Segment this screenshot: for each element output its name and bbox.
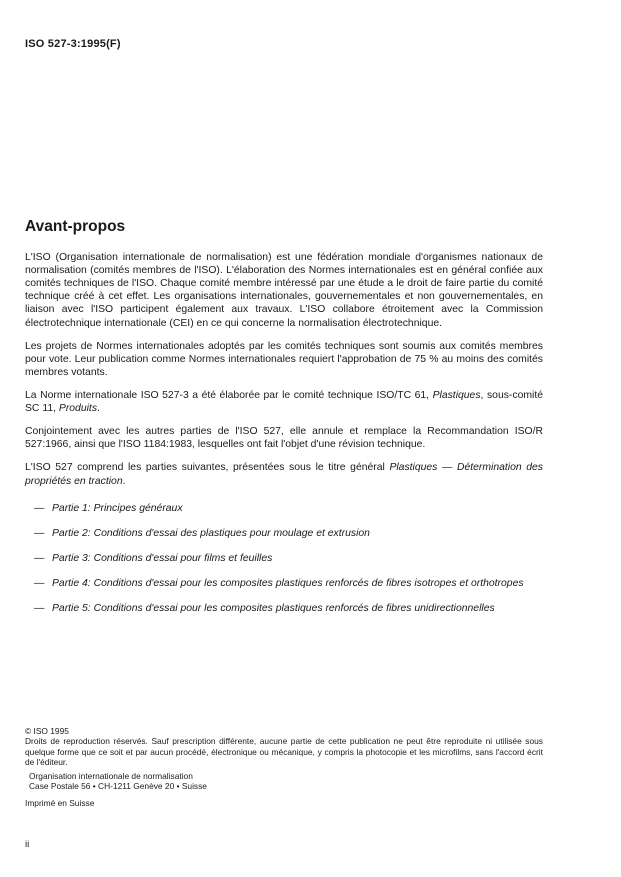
document-code: ISO 527-3:1995(F)	[25, 38, 121, 50]
publisher-org: Organisation internationale de normalisation	[29, 770, 193, 781]
paragraph-replacement: Conjointement avec les autres parties de l'ISO 527, elle annule et remplace la Recommandation ISO/R 527:1966, ainsi que l'ISO 1184:1983, lesquelles ont fait l'objet d'une révision technique.	[25, 426, 543, 451]
committee-text-3: .	[97, 403, 100, 415]
page-title: Avant-propos	[25, 218, 126, 235]
subcommittee-name: Produits	[58, 403, 98, 415]
dash-marker: —	[34, 603, 45, 615]
part-title: Partie 5: Conditions d'essai pour les composites plastiques renforcés de fibres unidirectionnelles	[52, 603, 495, 615]
part-title: Partie 2: Conditions d'essai des plastiques pour moulage et extrusion	[52, 527, 370, 539]
dash-marker: —	[34, 577, 45, 589]
list-item	[25, 552, 538, 565]
parts-list	[25, 502, 543, 616]
committee-name: Plastiques	[432, 389, 481, 401]
parts-intro-text: L'ISO 527 comprend les parties suivantes, présentées sous le titre général	[25, 462, 390, 474]
paragraph-committee	[25, 389, 543, 415]
dash-marker: —	[34, 527, 45, 539]
list-item	[25, 577, 538, 590]
paragraph-intro: L'ISO (Organisation internationale de normalisation) est une fédération mondiale d'organismes nationaux de normalisation (comités membres de l'ISO). L'élaboration des Normes internationales est en général confiée aux comités techniques de l'ISO. Chaque comité membre intéressé par une étude a le droit de faire partie du comité technique créé à cet effet. Les organisations internationales, gouvernementales et non gouvernementales, en liaison avec l'ISO participent également aux travaux. L'ISO collabore étroitement avec la Commission électrotechnique internationale (CEI) en ce qui concerne la normalisation électrotechnique.	[25, 252, 543, 329]
list-item	[25, 502, 538, 515]
paragraph-voting: Les projets de Normes internationales adoptés par les comités techniques sont soumis aux comités membres pour vote. Leur publication comme Normes internationales requiert l'approbation de 75 % au moins des comités membres votants.	[25, 340, 543, 378]
part-title: Partie 1: Principes généraux	[52, 502, 183, 514]
printed-in: Imprimé en Suisse	[25, 797, 95, 808]
page-number: ii	[25, 839, 30, 850]
list-item	[25, 527, 538, 540]
publisher-address: Case Postale 56 • CH-1211 Genève 20 • Suisse	[29, 781, 207, 792]
committee-text-2: , sous-comité SC 11,	[25, 389, 543, 415]
dash-marker: —	[34, 502, 45, 514]
dash-marker: —	[34, 552, 45, 564]
list-item	[25, 602, 538, 615]
copyright-line: © ISO 1995	[25, 726, 69, 736]
rights-statement: Droits de reproduction réservés. Sauf prescription différente, aucune partie de cette publication ne peut être reproduite ni utilisée sous quelque forme que ce soit et par aucun procédé, électronique ou mécanique, y compris la photocopie et les microfilms, sans l'accord écrit de l'éditeur.	[25, 736, 543, 768]
copyright-notice	[25, 726, 545, 808]
parts-intro-end: .	[122, 475, 126, 487]
part-title: Partie 3: Conditions d'essai pour films et feuilles	[52, 552, 273, 564]
foreword-body	[25, 251, 543, 627]
committee-text-1: La Norme internationale ISO 527-3 a été élaborée par le comité technique ISO/TC 61,	[25, 389, 433, 401]
paragraph-parts-intro	[25, 461, 543, 487]
part-title: Partie 4: Conditions d'essai pour les composites plastiques renforcés de fibres isotropes et orthotropes	[52, 577, 524, 589]
general-title: Plastiques — Détermination des propriétés en traction	[25, 462, 543, 487]
